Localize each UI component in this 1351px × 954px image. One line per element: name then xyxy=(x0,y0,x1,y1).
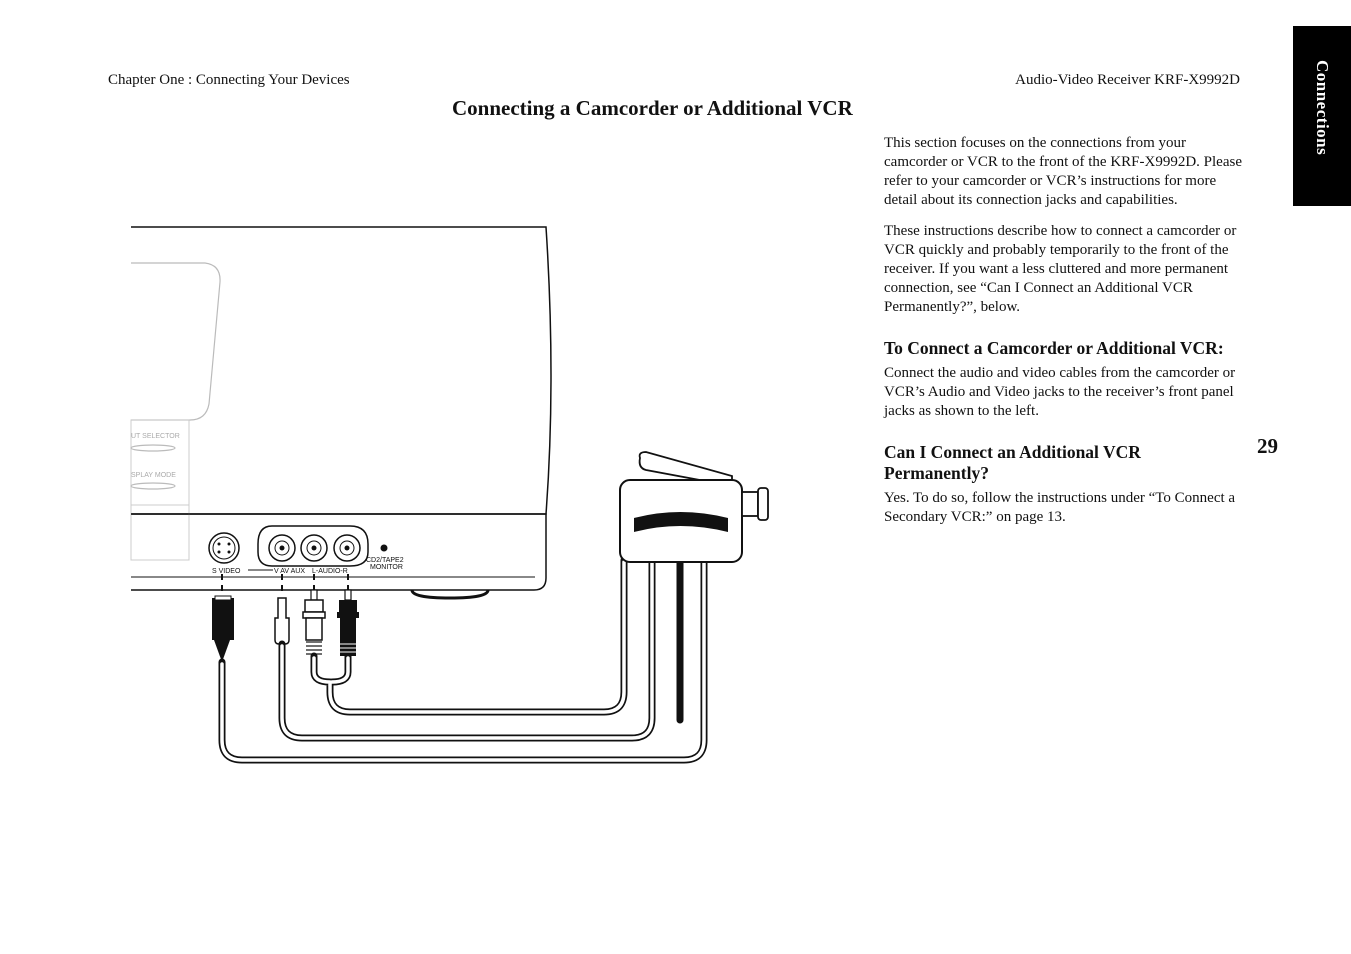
page-number: 29 xyxy=(1257,434,1278,458)
section-heading-permanent: Can I Connect an Additional VCR Permanently? xyxy=(884,442,1141,483)
display-mode-button xyxy=(131,483,175,489)
section-heading-connect: To Connect a Camcorder or Additional VCR: xyxy=(884,338,1224,358)
monitor-label-2: MONITOR xyxy=(370,564,403,571)
audio-label: L-AUDIO-R xyxy=(312,568,348,575)
connect-paragraph: Connect the audio and video cables from the camcorder or VCR’s Audio and Video jacks to the receiver’s front panel jacks as shown to the left. xyxy=(884,365,1236,419)
svideo-plug xyxy=(212,598,234,640)
receiver-outline xyxy=(131,227,551,514)
camcorder-illustration xyxy=(620,452,768,562)
monitor-button xyxy=(381,545,388,552)
receiver-foot xyxy=(412,590,488,598)
svideo-label: S VIDEO xyxy=(212,568,241,575)
audio-right-plug xyxy=(337,590,359,656)
display-mode-label: SPLAY MODE xyxy=(131,472,176,479)
audio-left-plug xyxy=(303,590,325,654)
side-tab-label: Connections xyxy=(1313,60,1332,156)
receiver-display-window xyxy=(131,263,220,420)
chapter-header: Chapter One : Connecting Your Devices xyxy=(108,72,350,88)
intro-paragraph-2: These instructions describe how to connect a camcorder or VCR quickly and probably temporarily to the front of the receiver. If you want a less cluttered and more permanent connection, see “Can I Connect an Additional VCR Permanently?”, below. xyxy=(884,223,1237,315)
av-aux-label: V AV AUX xyxy=(274,568,305,575)
monitor-label-1: CD2/TAPE2 xyxy=(366,557,404,564)
video-plug xyxy=(275,598,289,644)
intro-paragraph-1: This section focuses on the connections from your camcorder or VCR to the front of the KRF-X9992D. Please refer to your camcorder or VCR’s instructions for more detail about its connection jacks and capabilities. xyxy=(884,135,1242,208)
receiver-button-panel xyxy=(131,420,189,560)
input-selector-button xyxy=(131,445,175,451)
permanent-paragraph: Yes. To do so, follow the instructions under “To Connect a Secondary VCR:” on page 13. xyxy=(884,490,1236,525)
product-header: Audio-Video Receiver KRF-X9992D xyxy=(1015,72,1240,88)
body-text-column xyxy=(884,134,1246,539)
connections-side-tab xyxy=(1293,26,1351,206)
page-title: Connecting a Camcorder or Additional VCR xyxy=(452,96,853,120)
input-selector-label: UT SELECTOR xyxy=(131,433,180,440)
